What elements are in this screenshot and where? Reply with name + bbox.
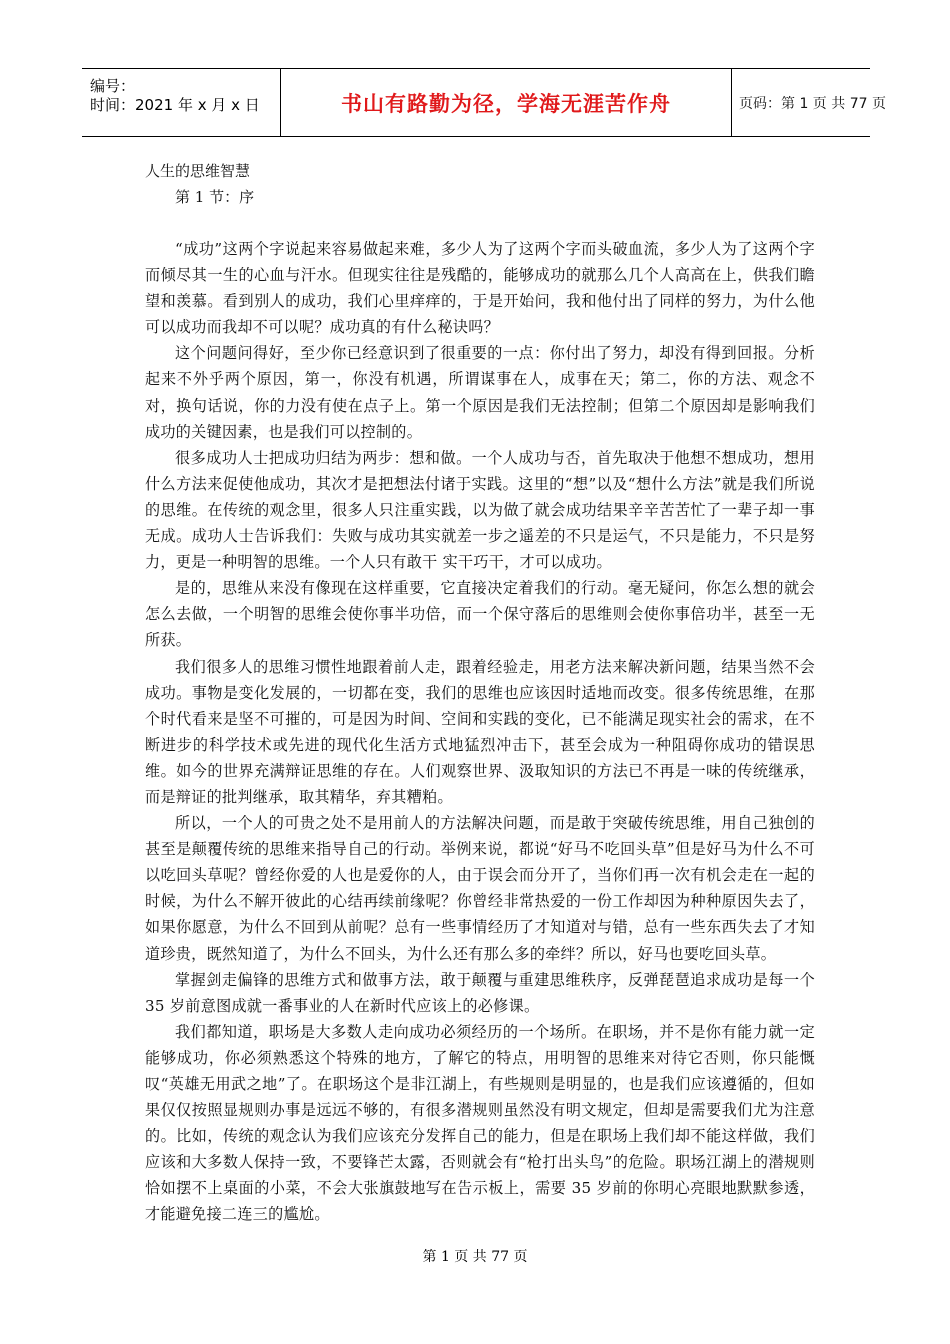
header-page-cell — [731, 69, 886, 136]
paragraph: “成功”这两个字说起来容易做起来难，多少人为了这两个字而头破血流，多少人为了这两个字而倾尽其一生的心血与汗水。但现实往往是残酷的，能够成功的就那么几个人高高在上，供我们瞻望和羡慕。看到别人的成功，我们心里痒痒的，于是开始问，我和他付出了同样的努力，为什么他可以成功而我却不可以呢？成功真的有什么秘诀吗？ — [145, 240, 815, 337]
paragraph: 我们很多人的思维习惯性地跟着前人走，跟着经验走，用老方法来解决新问题，结果当然不会成功。事物是变化发展的，一切都在变，我们的思维也应该因时适地而改变。很多传统思维，在那个时代看来是坚不可摧的，可是因为时间、空间和实践的变化，已不能满足现实社会的需求，在不断进步的科学技术或先进的现代化生活方式地猛烈冲击下，甚至会成为一种阻碍你成功的错误思维。如今的世界充满辩证思维的存在。人们观察世界、汲取知识的方法已不再是一味的传统继承，而是辩证的批判继承，取其精华，弃其糟粕。 — [145, 657, 815, 806]
header-motto-cell — [280, 69, 732, 136]
header-info-cell — [82, 69, 280, 136]
page-header — [82, 68, 886, 137]
header-motto: 书山有路勤为径，学海无涯苦作舟 — [341, 91, 671, 116]
paragraph: 这个问题问得好，至少你已经意识到了很重要的一点：你付出了努力，却没有得到回报。分析起来不外乎两个原因，第一，你没有机遇，所谓谋事在人，成事在天；第二，你的方法、观念不对，换句话说，你的力没有使在点子上。第一个原因是我们无法控制；但第二个原因却是影响我们成功的关键因素，也是我们可以控制的。 — [145, 344, 815, 441]
paragraph: 我们都知道，职场是大多数人走向成功必须经历的一个场所。在职场，并不是你有能力就一定能够成功，你必须熟悉这个特殊的地方，了解它的特点，用明智的思维来对待它否则，你只能慨叹“英雄无用武之地”了。在职场这个是非江湖上，有些规则是明显的，也是我们应该遵循的，但如果仅仅按照显规则办事是远远不够的，有很多潜规则虽然没有明文规定，但却是需要我们尤为注意的。比如，传统的观念认为我们应该充分发挥自己的能力，但是在职场上我们却不能这样做，我们应该和大多数人保持一致，不要锋芒太露，否则就会有“枪打出头鸟”的危险。职场江湖上的潜规则恰如摆不上桌面的小菜，不会大张旗鼓地写在告示板上，需要 35 岁前的你明心亮眼地默默参透，才能避免接二连三的尴尬。 — [145, 1022, 815, 1224]
document-date: 时间：2021 年 x 月 x 日 — [90, 96, 260, 114]
footer-page-indicator: 第 1 页 共 77 页 — [422, 1249, 528, 1265]
document-number-label: 编号： — [90, 77, 136, 95]
section-heading: 第 1 节：序 — [175, 188, 255, 206]
paragraph: 很多成功人士把成功归结为两步：想和做。一个人成功与否，首先取决于他想不想成功，想用什么方法来促使他成功，其次才是把想法付诸于实践。这里的“想”以及“想什么方法”就是我们所说的思维。在传统的观念里，很多人只注重实践，以为做了就会成功结果辛辛苦苦忙了一辈子却一事无成。成功人士告诉我们：失败与成功其实就差一步之遥差的不只是运气，不只是能力，不只是努力，更是一种明智的思维。一个人只有敢干 实干巧干，才可以成功。 — [145, 448, 815, 572]
page-footer — [0, 1246, 950, 1266]
document-body — [145, 158, 815, 1228]
paragraph: 所以，一个人的可贵之处不是用前人的方法解决问题，而是敢于突破传统思维，用自己独创的甚至是颠覆传统的思维来指导自己的行动。举例来说，都说“好马不吃回头草”但是好马为什么不可以吃回头草呢？曾经你爱的人也是爱你的人，由于误会而分开了，当你们再一次有机会走在一起的时候，为什么不解开彼此的心结再续前缘呢？你曾经非常热爱的一份工作却因为种种原因失去了，如果你愿意，为什么不回到从前呢？总有一些事情经历了才知道对与错，总有一些东西失去了才知道珍贵，既然知道了，为什么不回头，为什么还有那么多的牵绊？所以，好马也要吃回头草。 — [145, 814, 815, 963]
paragraph: 掌握剑走偏锋的思维方式和做事方法，敢于颠覆与重建思维秩序，反弹琵琶追求成功是每一个 35 岁前意图成就一番事业的人在新时代应该上的必修课。 — [145, 970, 815, 1015]
document-title: 人生的思维智慧 — [145, 162, 251, 180]
paragraph: 是的，思维从来没有像现在这样重要，它直接决定着我们的行动。毫无疑问，你怎么想的就会怎么去做，一个明智的思维会使你事半功倍，而一个保守落后的思维则会使你事倍功半，甚至一无所获。 — [145, 579, 815, 650]
header-page-code: 页码：第 1 页 共 77 页 — [739, 95, 886, 112]
